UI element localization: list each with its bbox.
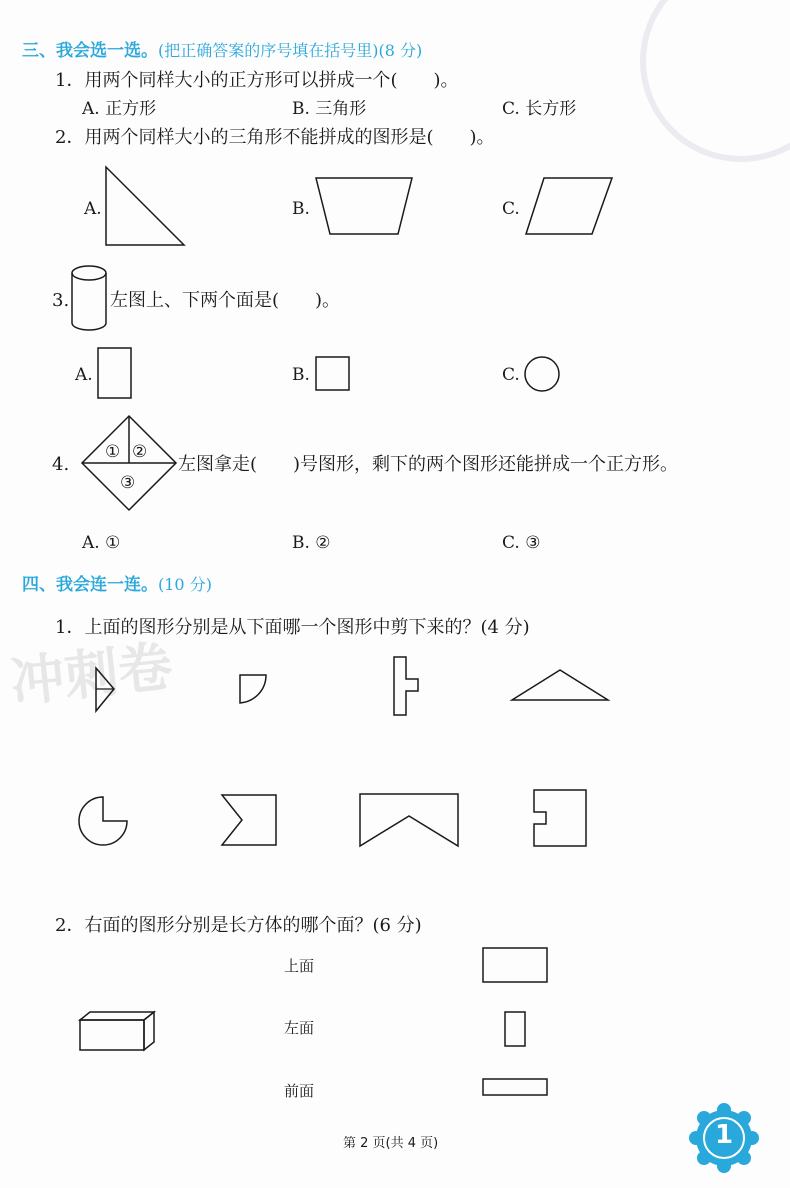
right-triangle-shape bbox=[104, 165, 188, 249]
section-3-note: (把正确答案的序号填在括号里)(8 分) bbox=[158, 41, 423, 60]
q4-option-a[interactable]: A. ① bbox=[82, 533, 121, 553]
watermark-text: 冲刺卷 bbox=[7, 634, 176, 715]
small-triangle-piece bbox=[94, 666, 118, 714]
tall-rectangle-shape bbox=[97, 347, 133, 401]
front-face-rectangle bbox=[482, 1078, 550, 1098]
side-face-rectangle bbox=[504, 1011, 528, 1049]
notched-flag-shape bbox=[220, 793, 280, 849]
q4-option-b[interactable]: B. ② bbox=[292, 533, 331, 553]
s4-q1-text: 1．上面的图形分别是从下面哪一个图形中剪下来的？(4 分) bbox=[55, 617, 530, 638]
q4-option-c[interactable]: C. ③ bbox=[502, 533, 541, 553]
q1-option-a[interactable]: A. 正方形 bbox=[82, 99, 157, 119]
quarter-circle-piece bbox=[238, 673, 270, 705]
section-4-note: (10 分) bbox=[158, 575, 212, 594]
circle-shape bbox=[524, 356, 562, 394]
q1-text: 1．用两个同样大小的正方形可以拼成一个( )。 bbox=[55, 70, 459, 91]
q2-option-b[interactable]: B. bbox=[292, 199, 310, 219]
page-badge-number: 1 bbox=[715, 1120, 734, 1150]
q3-option-a[interactable]: A. bbox=[75, 365, 93, 385]
q4-text: 左图拿走( )号图形，剩下的两个图形还能拼成一个正方形。 bbox=[178, 454, 679, 475]
q1-option-b[interactable]: B. 三角形 bbox=[292, 99, 367, 119]
section-3-heading bbox=[22, 40, 422, 62]
q2-option-c[interactable]: C. bbox=[502, 199, 520, 219]
t-shape-piece bbox=[392, 655, 424, 719]
trapezoid-shape bbox=[314, 176, 414, 238]
cylinder-shape bbox=[70, 264, 110, 334]
piece-label-3: ③ bbox=[120, 473, 136, 493]
q3-text: 左图上、下两个面是( )。 bbox=[110, 290, 341, 311]
top-face-rectangle bbox=[482, 947, 550, 985]
pacman-circle-shape bbox=[78, 796, 130, 848]
q3-option-b[interactable]: B. bbox=[292, 365, 310, 385]
piece-label-1: ① bbox=[105, 442, 121, 462]
notched-rectangle-shape bbox=[358, 792, 462, 850]
square-shape bbox=[315, 356, 351, 392]
q3-option-c[interactable]: C. bbox=[502, 365, 520, 385]
face-label-top: 上面 bbox=[284, 957, 315, 975]
q2-option-a[interactable]: A. bbox=[84, 199, 102, 219]
notched-square-shape bbox=[532, 788, 590, 850]
stamp-decoration bbox=[640, 0, 790, 162]
piece-label-2: ② bbox=[132, 442, 148, 462]
q2-text: 2．用两个同样大小的三角形不能拼成的图形是( )。 bbox=[55, 127, 495, 148]
section-4-title: 四、我会连一连。 bbox=[22, 575, 158, 595]
s4-q2-text: 2．右面的图形分别是长方体的哪个面？(6 分) bbox=[55, 915, 422, 936]
page-number: 第 2 页(共 4 页) bbox=[343, 1136, 439, 1151]
section-4-heading bbox=[22, 574, 212, 596]
face-label-front: 前面 bbox=[284, 1082, 315, 1100]
q4-number: 4. bbox=[52, 454, 70, 475]
face-label-left: 左面 bbox=[284, 1019, 315, 1037]
q1-option-c[interactable]: C. 长方形 bbox=[502, 99, 577, 119]
section-3-title: 三、我会选一选。 bbox=[22, 41, 158, 61]
parallelogram-shape bbox=[524, 176, 614, 238]
cuboid-shape bbox=[78, 1010, 158, 1052]
q3-number: 3. bbox=[52, 290, 70, 311]
wide-triangle-piece bbox=[510, 668, 612, 704]
square-split-diagram bbox=[80, 414, 180, 514]
